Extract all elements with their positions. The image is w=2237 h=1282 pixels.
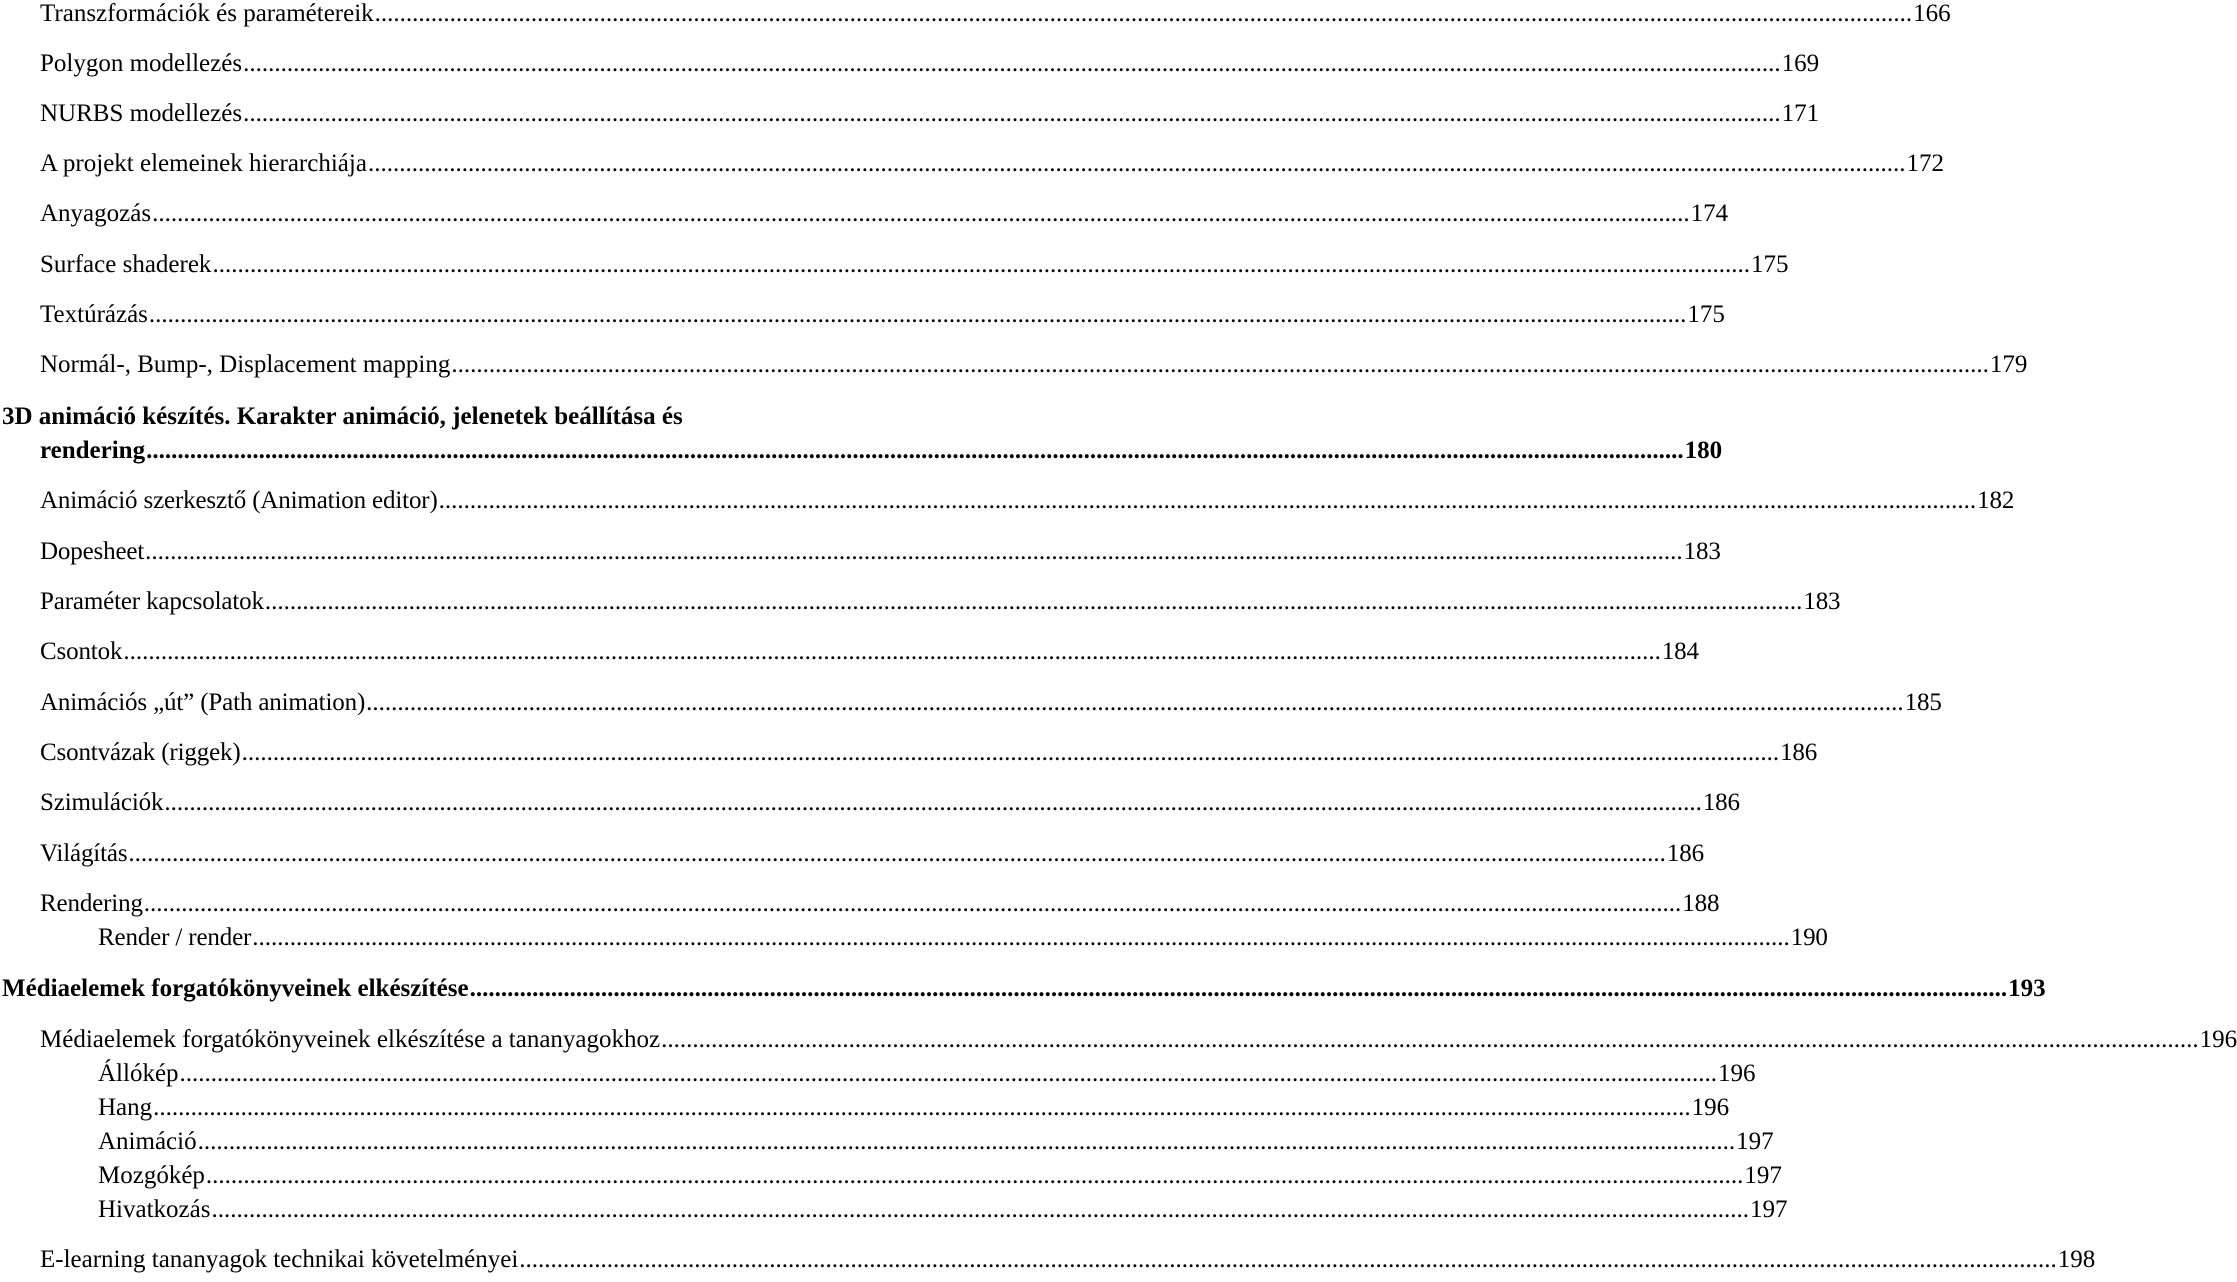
toc-subentry[interactable]	[98, 1194, 1788, 1226]
toc-entry-title: Világítás	[40, 840, 128, 867]
toc-entry[interactable]	[40, 299, 1725, 331]
toc-entry-title: A projekt elemeinek hierarchiája	[40, 150, 367, 177]
toc-dot-leader	[180, 1058, 1718, 1090]
toc-chapter-title: rendering	[40, 437, 146, 464]
toc-chapter[interactable]	[40, 435, 1723, 467]
toc-entry-title: Animációs „út” (Path animation)	[40, 689, 366, 716]
toc-entry-title: NURBS modellezés	[40, 100, 243, 127]
toc-entry[interactable]	[40, 249, 1789, 281]
toc-dot-leader	[144, 888, 1682, 920]
toc-entry[interactable]	[40, 485, 2015, 517]
toc-dot-leader	[519, 1244, 2057, 1276]
toc-entry-page: 186	[1666, 840, 1704, 867]
toc-entry-page: 186	[1702, 789, 1740, 816]
toc-entry-title: Médiaelemek forgatókönyveinek elkészítése a tananyagokhoz	[40, 1026, 661, 1053]
toc-dot-leader	[212, 249, 1750, 281]
toc-entry-title: Normál-, Bump-, Displacement mapping	[40, 351, 451, 378]
toc-entry[interactable]	[40, 148, 1944, 180]
toc-entry-title: Textúrázás	[40, 301, 148, 328]
toc-subentry[interactable]	[98, 1092, 1730, 1124]
toc-entry[interactable]	[40, 1024, 2237, 1056]
toc-entry-page: 185	[1904, 689, 1942, 716]
toc-entry-page: 197	[1744, 1162, 1782, 1189]
toc-entry-page: 179	[1989, 351, 2028, 378]
toc-entry-title: Animáció	[98, 1128, 197, 1155]
toc-entry[interactable]	[40, 636, 1699, 668]
toc-subentry[interactable]	[98, 1058, 1756, 1090]
toc-entry-page: 175	[1750, 251, 1789, 278]
toc-chapter-page: 180	[1684, 437, 1723, 464]
toc-dot-leader	[123, 636, 1661, 668]
toc-entry-title: Polygon modellezés	[40, 50, 243, 77]
toc-entry[interactable]	[40, 787, 1740, 819]
toc-entry-page: 196	[2199, 1026, 2237, 1053]
toc-entry[interactable]	[40, 0, 1951, 30]
toc-entry-page: 183	[1683, 538, 1721, 565]
toc-entry-title: Hang	[98, 1094, 153, 1121]
toc-dot-leader	[206, 1160, 1744, 1192]
toc-entry-page: 172	[1906, 150, 1944, 177]
toc-entry-page: 175	[1687, 301, 1725, 328]
toc-entry[interactable]	[40, 838, 1704, 870]
toc-entry-page: 198	[2057, 1246, 2096, 1273]
toc-entry-title: Csontok	[40, 638, 123, 665]
toc-entry-title: Transzformációk és paramétereik	[40, 0, 374, 27]
toc-dot-leader	[470, 973, 2008, 1005]
toc-entry-title: Állókép	[98, 1060, 179, 1087]
toc-dot-leader	[242, 737, 1780, 769]
toc-chapter-heading-line[interactable]	[2, 401, 960, 433]
toc-dot-leader	[145, 536, 1683, 568]
toc-dot-leader	[368, 148, 1906, 180]
toc-entry[interactable]	[40, 586, 1841, 618]
toc-entry[interactable]	[40, 737, 1818, 769]
toc-entry-title: Csontvázak (riggek)	[40, 739, 241, 766]
toc-dot-leader	[164, 787, 1702, 819]
toc-entry-page: 166	[1913, 0, 1951, 27]
toc-entry[interactable]	[40, 98, 1820, 130]
toc-dot-leader	[243, 48, 1781, 80]
toc-subentry[interactable]	[98, 1160, 1782, 1192]
toc-dot-leader	[198, 1126, 1736, 1158]
toc-entry-title: E-learning tananyagok technikai követelményei	[40, 1246, 519, 1273]
toc-entry[interactable]	[40, 687, 1942, 719]
toc-dot-leader	[149, 299, 1687, 331]
toc-entry-page: 171	[1781, 100, 1820, 127]
toc-chapter-title: Médiaelemek forgatókönyveinek elkészítése	[2, 975, 469, 1002]
toc-entry-title: Paraméter kapcsolatok	[40, 588, 264, 615]
toc-entry-title: Mozgókép	[98, 1162, 205, 1189]
toc-chapter-title-line1: 3D animáció készítés. Karakter animáció, jelenetek beállítása és	[2, 403, 683, 430]
toc-entry-page: 174	[1690, 200, 1729, 227]
toc-entry-page: 183	[1803, 588, 1841, 615]
toc-entry[interactable]	[40, 536, 1721, 568]
toc-dot-leader	[366, 687, 1904, 719]
toc-dot-leader	[152, 198, 1690, 230]
toc-entry-title: Animáció szerkesztő (Animation editor)	[40, 487, 438, 514]
toc-dot-leader	[265, 586, 1803, 618]
toc-dot-leader	[375, 0, 1913, 30]
toc-entry-page: 184	[1661, 638, 1699, 665]
toc-entry-page: 188	[1682, 890, 1720, 917]
toc-entry-page: 197	[1749, 1196, 1788, 1223]
toc-dot-leader	[243, 98, 1781, 130]
toc-subentry[interactable]	[98, 1126, 1774, 1158]
toc-dot-leader	[451, 349, 1989, 381]
toc-dot-leader	[146, 435, 1684, 467]
toc-dot-leader	[153, 1092, 1691, 1124]
toc-entry-title: Anyagozás	[40, 200, 152, 227]
toc-entry-title: Szimulációk	[40, 789, 164, 816]
toc-entry-page: 190	[1790, 924, 1828, 951]
toc-dot-leader	[211, 1194, 1749, 1226]
toc-entry-page: 169	[1781, 50, 1820, 77]
toc-entry-title: Rendering	[40, 890, 143, 917]
toc-entry[interactable]	[40, 48, 1820, 80]
toc-entry-page: 196	[1718, 1060, 1756, 1087]
toc-entry-page: 197	[1736, 1128, 1774, 1155]
toc-entry-page: 182	[1977, 487, 2015, 514]
toc-entry-page: 196	[1691, 1094, 1730, 1121]
toc-entry-title: Render / render	[98, 924, 252, 951]
toc-dot-leader	[439, 485, 1977, 517]
toc-entry-title: Surface shaderek	[40, 251, 212, 278]
toc-subentry[interactable]	[98, 922, 1828, 954]
toc-entry[interactable]	[40, 349, 2028, 381]
toc-entry[interactable]	[40, 888, 1720, 920]
toc-chapter-page: 193	[2008, 975, 2046, 1002]
toc-dot-leader	[661, 1024, 2199, 1056]
toc-entry-title: Hivatkozás	[98, 1196, 211, 1223]
toc-dot-leader	[252, 922, 1790, 954]
toc-dot-leader	[128, 838, 1666, 870]
toc-entry[interactable]	[40, 1244, 2096, 1276]
toc-chapter[interactable]	[2, 973, 2046, 1005]
toc-entry-page: 186	[1780, 739, 1818, 766]
toc-entry[interactable]	[40, 198, 1729, 230]
toc-entry-title: Dopesheet	[40, 538, 145, 565]
